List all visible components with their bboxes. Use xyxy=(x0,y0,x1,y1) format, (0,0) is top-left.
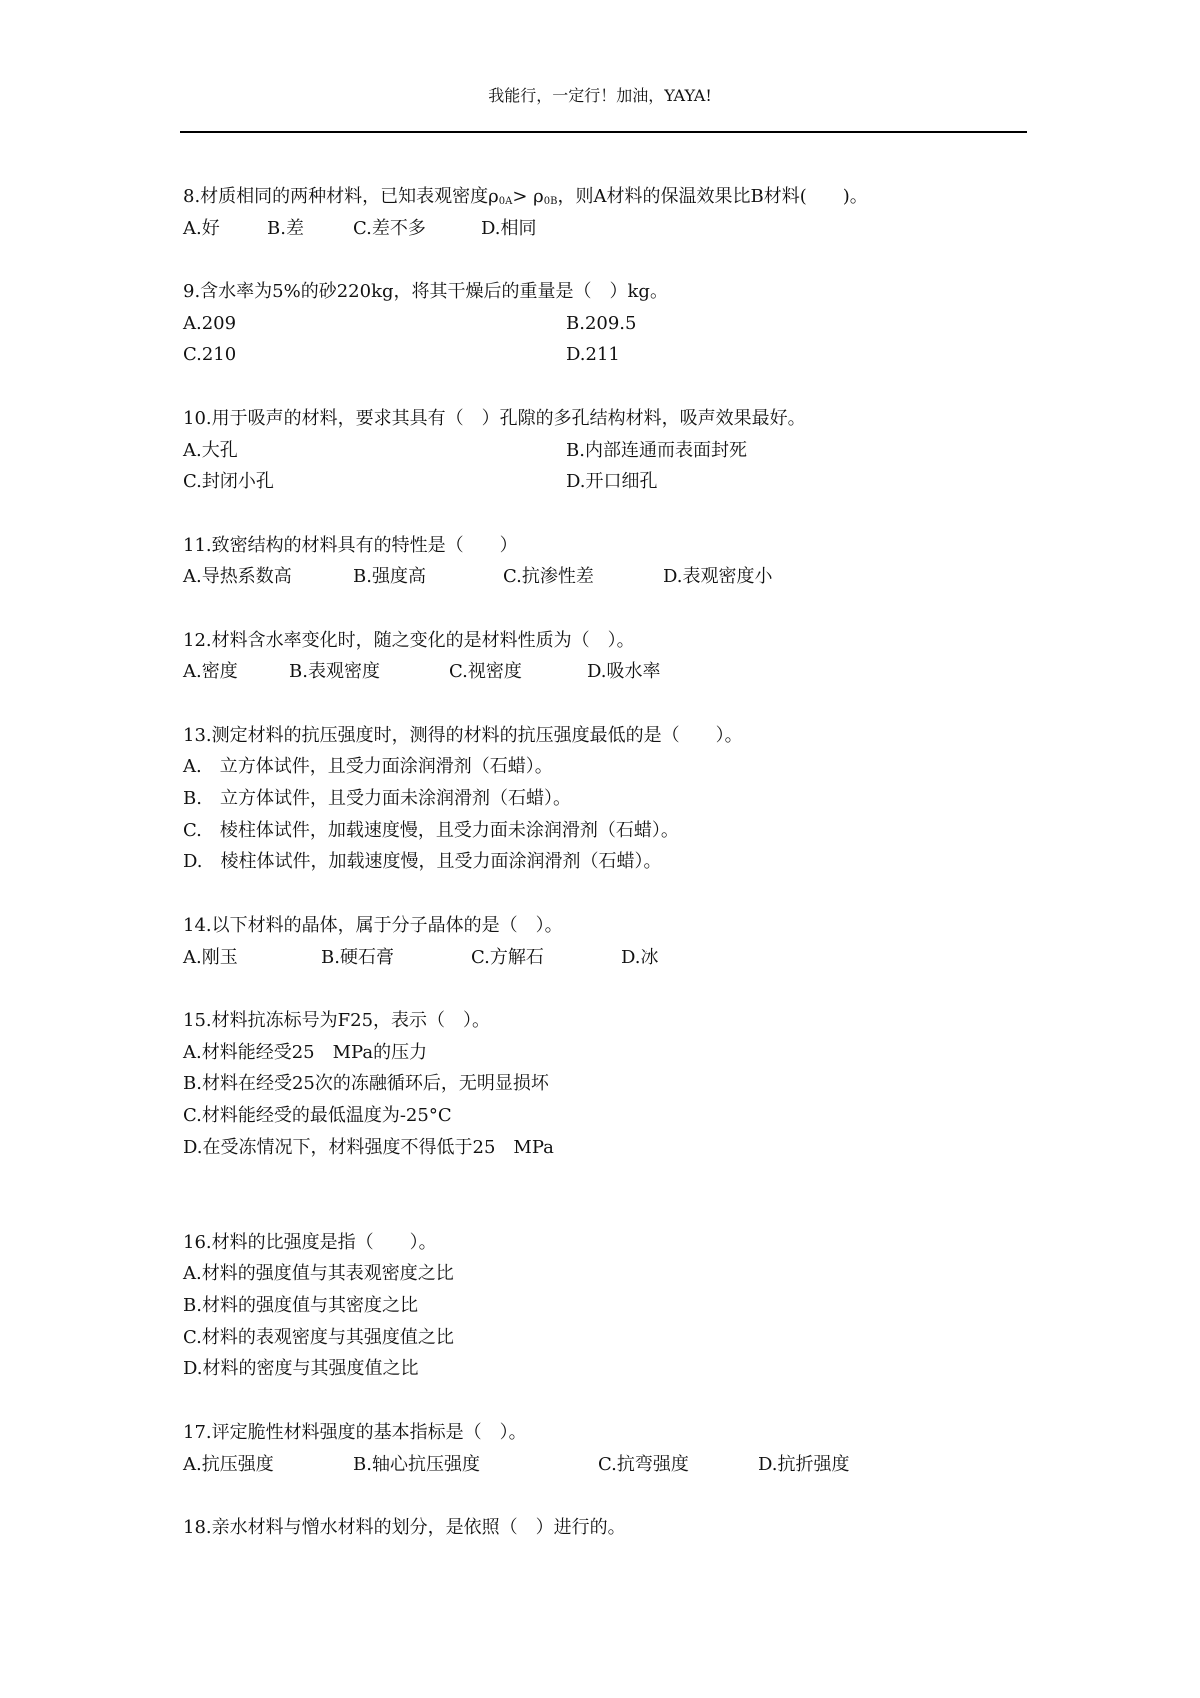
option-c: C.210 xyxy=(183,344,237,366)
option-d: D.吸水率 xyxy=(587,661,661,683)
option-c: C.视密度 xyxy=(449,661,522,683)
question-stem: 10.用于吸声的材料，要求其具有（ ）孔隙的多孔结构材料，吸声效果最好。 xyxy=(183,407,806,429)
option-d: D.在受冻情况下，材料强度不得低于25 MPa xyxy=(183,1136,554,1158)
option-b: B.材料的强度值与其密度之比 xyxy=(183,1295,418,1317)
option-a: A.抗压强度 xyxy=(183,1453,274,1475)
option-c: C.封闭小孔 xyxy=(183,471,274,493)
question-8 xyxy=(183,181,1043,244)
option-a: A.材料的强度值与其表观密度之比 xyxy=(183,1263,454,1285)
question-17 xyxy=(183,1417,1043,1480)
option-c: C.差不多 xyxy=(353,217,426,239)
option-a: A.大孔 xyxy=(183,439,238,461)
option-a: A.材料能经受25 MPa的压力 xyxy=(183,1041,428,1063)
option-d: D.相同 xyxy=(481,217,537,239)
option-a: A.209 xyxy=(183,312,237,334)
option-d: D.材料的密度与其强度值之比 xyxy=(183,1358,419,1380)
option-row xyxy=(183,1449,1043,1481)
option-row xyxy=(183,942,1043,974)
option-a: A.刚玉 xyxy=(183,946,238,968)
option-c: C.抗渗性差 xyxy=(503,566,594,588)
option-b: B. 立方体试件，且受力面未涂润滑剂（石蜡）。 xyxy=(183,788,571,810)
question-15 xyxy=(183,1005,1043,1163)
option-a: A. 立方体试件，且受力面涂润滑剂（石蜡）。 xyxy=(183,756,553,778)
option-c: C.材料能经受的最低温度为-25°C xyxy=(183,1104,452,1126)
option-c: C.材料的表观密度与其强度值之比 xyxy=(183,1326,454,1348)
option-b: B.硬石膏 xyxy=(321,946,394,968)
header-rule xyxy=(180,131,1027,133)
option-row xyxy=(183,435,1043,467)
question-16 xyxy=(183,1227,1043,1385)
question-9 xyxy=(183,276,1043,371)
option-d: D.表观密度小 xyxy=(663,566,773,588)
option-row xyxy=(183,339,1043,371)
option-c: C.方解石 xyxy=(471,946,544,968)
question-10 xyxy=(183,403,1043,498)
subscript: 0A xyxy=(498,196,513,207)
question-18 xyxy=(183,1512,1043,1544)
question-stem: 13.测定材料的抗压强度时，测得的材料的抗压强度最低的是（ ）。 xyxy=(183,724,743,746)
option-d: D.冰 xyxy=(621,946,659,968)
option-d: D.211 xyxy=(566,344,620,366)
question-stem: 12.材料含水率变化时，随之变化的是材料性质为（ ）。 xyxy=(183,629,635,651)
question-stem: 14.以下材料的晶体，属于分子晶体的是（ ）。 xyxy=(183,914,563,936)
question-stem xyxy=(183,181,1043,213)
option-b: B.209.5 xyxy=(566,312,637,334)
option-a: A.好 xyxy=(183,217,220,239)
option-c: C.抗弯强度 xyxy=(598,1453,689,1475)
option-row xyxy=(183,213,1043,245)
question-stem: 16.材料的比强度是指（ ）。 xyxy=(183,1231,437,1253)
question-stem: 17.评定脆性材料强度的基本指标是（ ）。 xyxy=(183,1421,527,1443)
option-b: B.材料在经受25次的冻融循环后，无明显损坏 xyxy=(183,1073,549,1095)
question-list xyxy=(183,181,1043,1544)
option-c: C. 棱柱体试件，加载速度慢，且受力面未涂润滑剂（石蜡）。 xyxy=(183,819,679,841)
question-stem: 15.材料抗冻标号为F25，表示（ ）。 xyxy=(183,1009,491,1031)
stem-text: ，则A材料的保温效果比B材料( )。 xyxy=(557,186,868,207)
option-b: B.表观密度 xyxy=(289,661,380,683)
stem-text: > ρ xyxy=(512,186,544,207)
question-stem: 18.亲水材料与憎水材料的划分，是依照（ ）进行的。 xyxy=(183,1516,626,1538)
question-stem: 11.致密结构的材料具有的特性是（ ） xyxy=(183,534,518,556)
stem-text: 8.材质相同的两种材料，已知表观密度ρ xyxy=(183,186,499,207)
option-row xyxy=(183,308,1043,340)
option-row xyxy=(183,466,1043,498)
option-b: B.内部连通而表面封死 xyxy=(566,439,747,461)
option-a: A.密度 xyxy=(183,661,238,683)
option-d: D.开口细孔 xyxy=(566,471,658,493)
option-b: B.差 xyxy=(267,217,304,239)
question-12 xyxy=(183,625,1043,688)
option-row xyxy=(183,656,1043,688)
question-stem: 9.含水率为5%的砂220kg，将其干燥后的重量是（ ）kg。 xyxy=(183,281,668,303)
page-header: 我能行，一定行！加油，YAYA! xyxy=(488,86,712,105)
option-row xyxy=(183,561,1043,593)
question-14 xyxy=(183,910,1043,973)
option-d: D. 棱柱体试件，加载速度慢，且受力面涂润滑剂（石蜡）。 xyxy=(183,851,662,873)
subscript: 0B xyxy=(543,196,558,207)
option-a: A.导热系数高 xyxy=(183,566,292,588)
question-11 xyxy=(183,530,1043,593)
option-b: B.强度高 xyxy=(353,566,426,588)
option-d: D.抗折强度 xyxy=(758,1453,850,1475)
option-b: B.轴心抗压强度 xyxy=(353,1453,480,1475)
question-13 xyxy=(183,720,1043,878)
